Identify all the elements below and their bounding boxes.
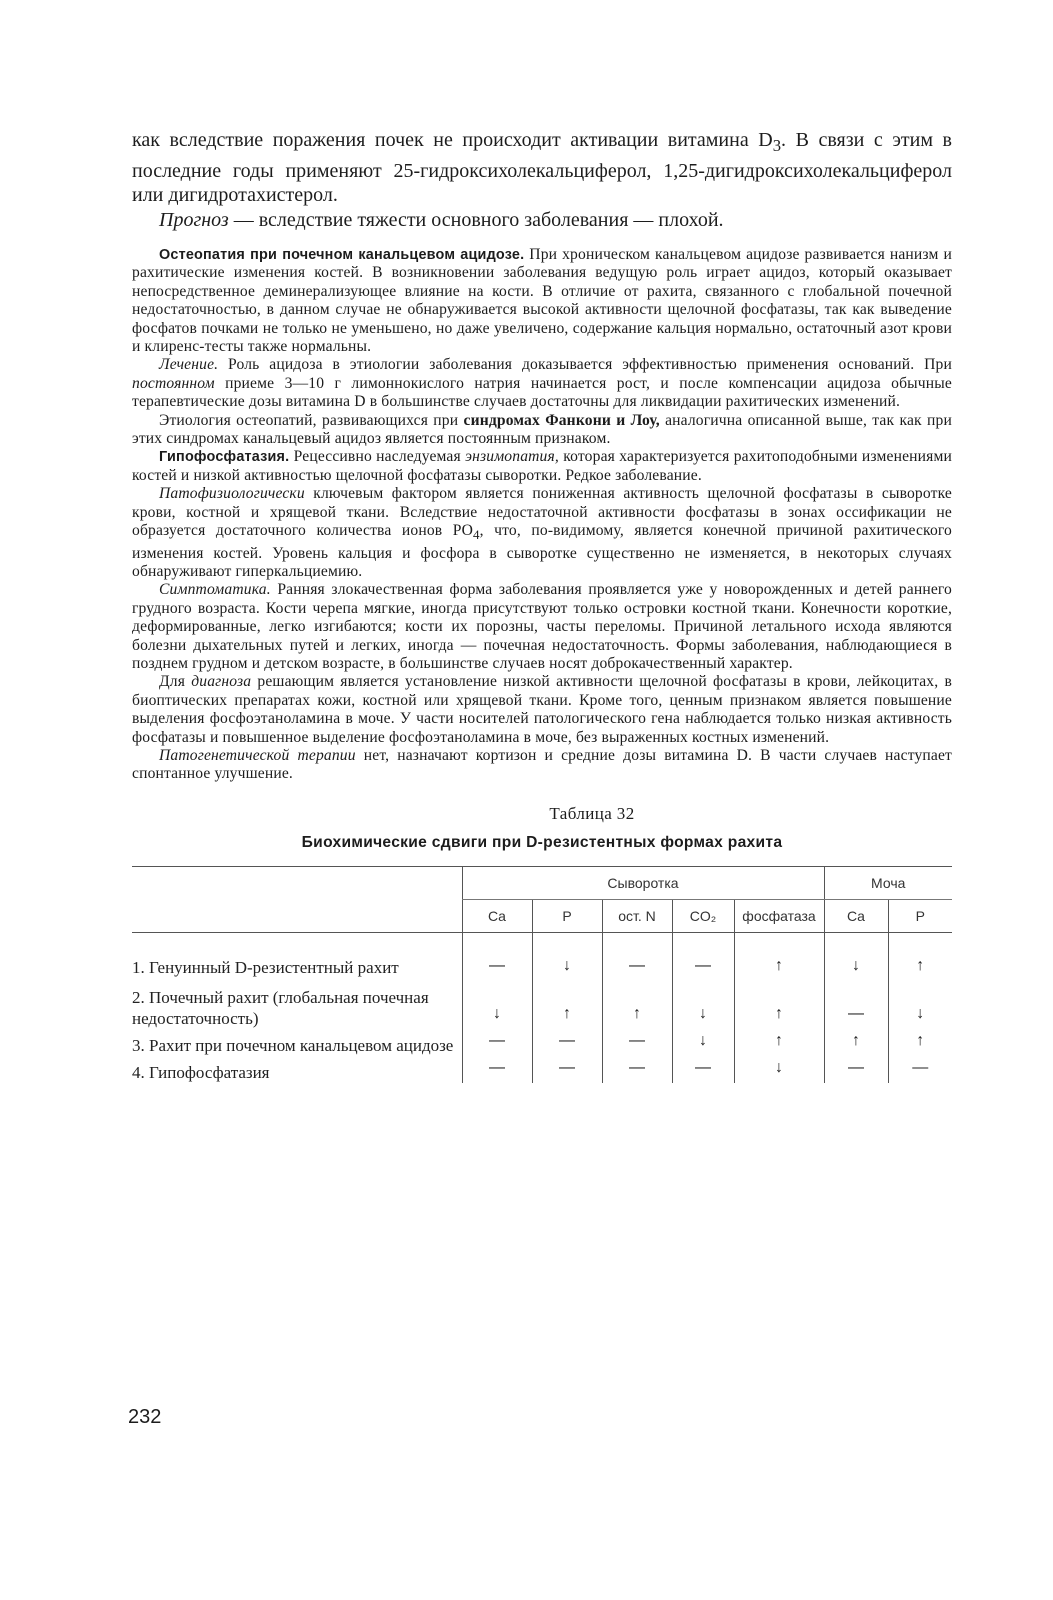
cell-value: ↓ <box>672 1029 734 1056</box>
cell-value: ↓ <box>462 981 532 1029</box>
etiology-bold: синдромах Фанкони и Лоу, <box>463 411 660 429</box>
header-serum: Сыворотка <box>462 866 824 899</box>
cell-value: — <box>602 1056 672 1083</box>
column-header: Ca <box>824 899 888 932</box>
cell-value: ↑ <box>602 981 672 1029</box>
column-header: P <box>532 899 602 932</box>
cell-value: ↑ <box>734 981 824 1029</box>
therapy-paragraph <box>132 747 952 784</box>
cell-value: ↑ <box>888 932 952 981</box>
prognosis-paragraph <box>132 208 952 233</box>
prognosis-label: Прогноз <box>159 208 229 231</box>
cell-value: — <box>532 1056 602 1083</box>
osteopathy-text: При хроническом канальцевом ацидозе развивается нанизм и рахитические изменения костей. В возникновении заболевания ведущую роль играет ацидоз, который оказывает непосредственное деминерализующее влияние на кости. В отличие от рахита, связанного с глобальной почечной недостаточностью, в данном случае не обнаруживается высокой активности щелочной фосфатазы, так как выведение фосфатов почками не только не уменьшено, но даже увеличено, содержание кальция нормально, остаточный азот крови и клиренс-тесты также нормальны. <box>132 246 952 356</box>
prognosis-text: — вследствие тяжести основного заболевания — плохой. <box>228 208 724 231</box>
diagnosis-paragraph <box>132 673 952 747</box>
pathophysiology-text-b: , что, по-видимому, является конечной причиной рахитического изменения костей. Уровень кальция и фосфора в сыворотке существенно не изменяется, в некоторых случаях обнаруживают гиперкальциемию. <box>132 522 952 581</box>
therapy-label: Патогенетической терапии <box>159 747 356 765</box>
header-urine: Моча <box>824 866 952 899</box>
treatment-paragraph <box>132 356 952 411</box>
table-title: Биохимические сдвиги при D-резистентных формах рахита <box>301 833 783 851</box>
row-name: 4. Гипофосфатазия <box>132 1062 270 1082</box>
hypophosphatasia-text-a: Рецессивно наследуемая <box>289 448 466 466</box>
row-name: 2. Почечный рахит (глобальная почечная недостаточность) <box>132 987 429 1028</box>
cell-value: — <box>672 932 734 981</box>
cell-value: ↓ <box>672 981 734 1029</box>
header-blank <box>132 866 462 899</box>
pathophysiology-text-a: ключевым фактором является пониженная активность щелочной фосфатазы в сыворотке крови, костной и хрящевой ткани. Вследствие недостаточной активности фосфатазы в зонах оссификации не образуется достаточного количества ионов PO <box>132 485 952 540</box>
row-name: 3. Рахит при почечном канальцевом ацидозе <box>132 1035 454 1055</box>
cell-value: — <box>888 1056 952 1083</box>
cell-value: — <box>824 981 888 1029</box>
cell-value: — <box>602 932 672 981</box>
column-header: фосфатаза <box>734 899 824 932</box>
column-header: Ca <box>462 899 532 932</box>
cell-value: ↑ <box>734 1029 824 1056</box>
column-header: CO₂ <box>672 899 734 932</box>
cell-value: ↑ <box>734 932 824 981</box>
page-content <box>132 128 952 1083</box>
symptoms-paragraph <box>132 581 952 673</box>
therapy-text: нет, назначают кортизон и средние дозы витамина D. В части случаев наступает спонтанное улучшение. <box>132 747 952 783</box>
body-text <box>132 246 952 784</box>
cell-value: — <box>824 1056 888 1083</box>
cell-value: — <box>532 1029 602 1056</box>
cell-value: — <box>602 1029 672 1056</box>
etiology-text-b: аналогична описанной выше, так как при этих синдромах канальцевый ацидоз является постоянным признаком. <box>132 411 952 448</box>
cell-value: ↓ <box>734 1056 824 1083</box>
intro-subscript: 3 <box>772 136 782 155</box>
hypophosphatasia-text-b: которая характеризуется рахитоподобными изменениями костей и низкой активностью щелочной фосфатазы сыворотки. Редкое заболевание. <box>132 448 952 484</box>
cell-value: — <box>462 932 532 981</box>
hypophosphatasia-paragraph <box>132 448 952 485</box>
hypophosphatasia-emphasis: энзимопатия, <box>465 448 559 466</box>
pathophysiology-subscript: 4 <box>473 527 480 543</box>
hypophosphatasia-heading: Гипофосфатазия. <box>159 449 290 466</box>
treatment-text-a: Роль ацидоза в этиологии заболевания доказывается эффективностью применения оснований. При <box>218 356 952 374</box>
pathophysiology-label: Патофизиологически <box>159 485 305 503</box>
row-name: 1. Генуинный D-резистентный рахит <box>132 957 399 977</box>
table-row <box>132 1056 952 1083</box>
etiology-text-a: Этиология остеопатий, развивающихся при <box>159 411 464 429</box>
cell-value: ↓ <box>824 932 888 981</box>
diagnosis-text-b: решающим является установление низкой активности щелочной фосфатазы в крови, лейкоцитах, в биоптических препаратах кожи, костной или хрящевой ткани. Кроме того, ценным признаком является повышение выделения фосфоэтаноламина в моче. У части носителей патологического гена наблюдается только низкая активность фосфатазы и повышенное выделение фосфоэтаноламина в моче, без выраженных костных изменений. <box>132 673 952 746</box>
cell-value: — <box>462 1056 532 1083</box>
column-header: P <box>888 899 952 932</box>
cell-value: ↑ <box>888 1029 952 1056</box>
cell-value: — <box>462 1029 532 1056</box>
intro-rest: В связи с этим в последние годы применяют 25-гидроксихолекальциферол, 1,25-дигидроксихолекальциферол или дигидротахистерол. <box>132 129 953 206</box>
column-header: ост. N <box>602 899 672 932</box>
table-row <box>132 981 952 1029</box>
cell-value: ↓ <box>532 932 602 981</box>
symptoms-text: Ранняя злокачественная форма заболевания проявляется уже у новорожденных и детей раннего грудного возраста. Кости черепа мягкие, иногда присутствуют только островки костной ткани. Конечности короткие, деформированные, легко изгибаются; кости их порозны, часты переломы. Причиной летального исхода являются болезни дыхательных путей и легких, иногда — почечная недостаточность. Формы заболевания, наблюдающиеся в позднем грудном и детском возрасте, в большинстве случаев носят доброкачественный характер. <box>132 581 952 673</box>
header-blank-2 <box>132 899 462 932</box>
osteopathy-paragraph <box>132 246 952 356</box>
table-row <box>132 1029 952 1056</box>
table-row <box>132 932 952 981</box>
treatment-text-b: приеме 3—10 г лимоннокислого натрия начинается рост, и после компенсации ацидоза обычные терапевтические дозы витамина D в большинстве случаев достаточны для ликвидации рахитических изменений. <box>132 374 952 411</box>
treatment-label: Лечение. <box>159 356 219 374</box>
symptoms-label: Симптоматика. <box>159 581 271 599</box>
cell-value: ↓ <box>888 981 952 1029</box>
intro-line-end: . <box>781 129 787 151</box>
page-number: 232 <box>128 1406 162 1428</box>
table-group-header <box>132 866 952 899</box>
cell-value: — <box>672 1056 734 1083</box>
table-column-header <box>132 899 952 932</box>
osteopathy-heading: Остеопатия при почечном канальцевом ацидозе. <box>159 247 525 263</box>
intro-block <box>132 128 952 232</box>
biochemical-table <box>132 866 952 1083</box>
diagnosis-emphasis: диагноза <box>191 673 252 691</box>
diagnosis-text-a: Для <box>159 673 192 691</box>
intro-paragraph <box>132 128 952 208</box>
treatment-emphasis: постоянном <box>132 374 215 392</box>
table-caption: Таблица 32 <box>549 803 635 823</box>
cell-value: ↑ <box>532 981 602 1029</box>
pathophysiology-paragraph <box>132 485 952 581</box>
intro-line: как вследствие поражения почек не происходит активации витамина D <box>132 129 773 151</box>
etiology-paragraph <box>132 412 952 449</box>
cell-value: ↑ <box>824 1029 888 1056</box>
